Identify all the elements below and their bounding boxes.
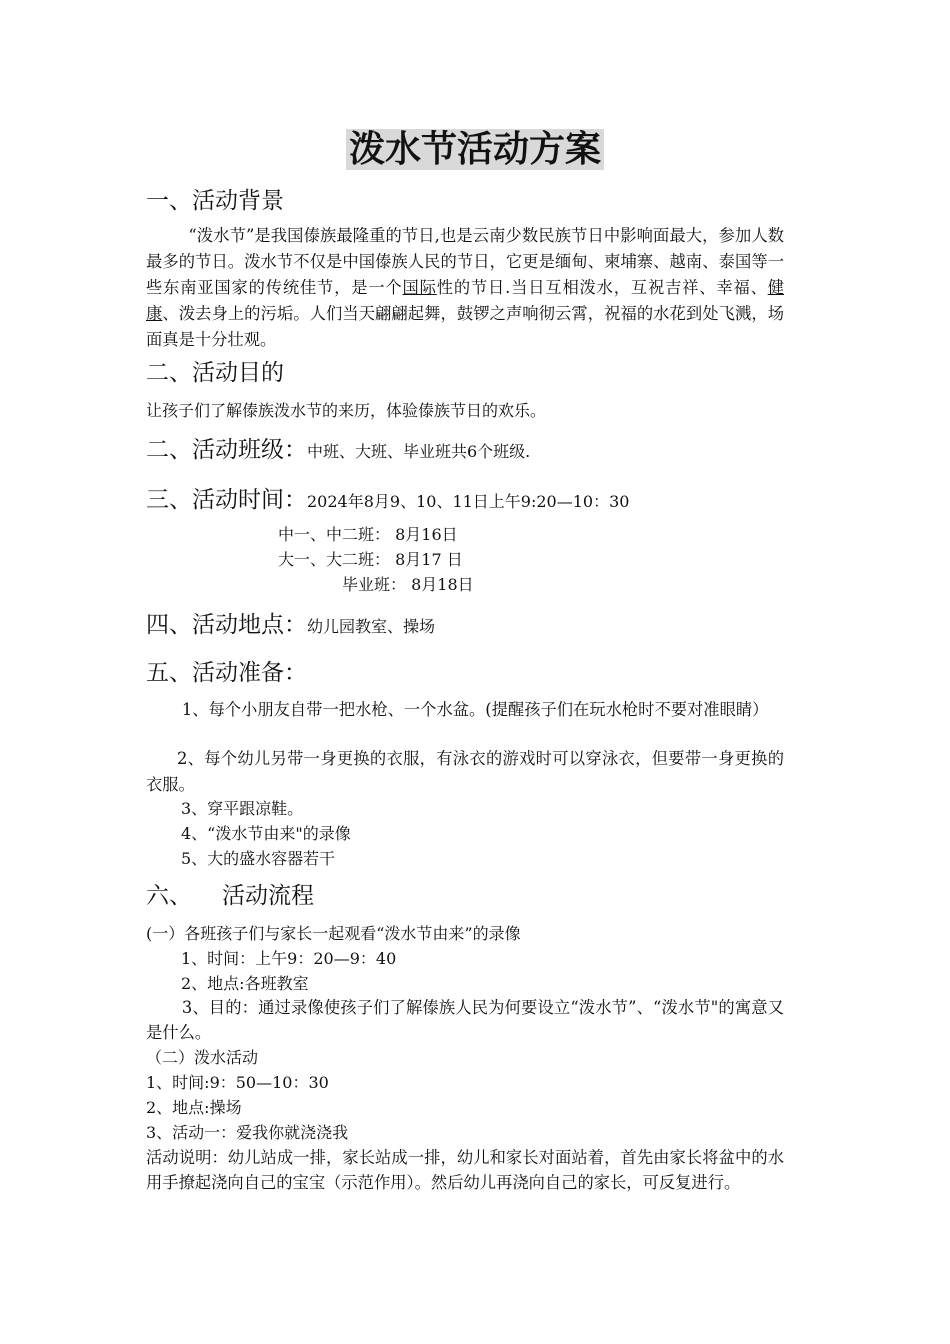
process-sub-1-heading: (一）各班孩子们与家长一起观看“泼水节由来”的录像: [146, 924, 521, 943]
process-sub-2-description: 活动说明：幼儿站成一排，家长站成一排，幼儿和家长对面站着，首先由家长将盆中的水用手撩起浇向自己的宝宝（示范作用）。然后幼儿再浇向自己的家长，可反复进行。: [146, 1148, 784, 1192]
prep-item-4: 4、“泼水节由来"的录像: [181, 824, 351, 843]
section-heading-location: 四、活动地点：幼儿园教室、操场: [146, 612, 436, 638]
document-title: 泼水节活动方案: [0, 126, 950, 174]
schedule-row-middle: 中一、中二班： 8月16日: [278, 525, 458, 544]
prep-item-1: 1、每个小朋友自带一把水枪、一个水盆。(提醒孩子们在玩水枪时不要对准眼睛）: [181, 700, 769, 719]
prep-item-3: 3、穿平跟凉鞋。: [181, 799, 304, 818]
classes-text: 中班、大班、毕业班共6个班级.: [307, 442, 531, 461]
process-sub-1-goal: 3、目的：通过录像使孩子们了解傣族人民为何要设立“泼水节”、“泼水节"的寓意又是什么。: [146, 998, 784, 1042]
link-health[interactable]: 健康: [146, 278, 784, 323]
section-heading-process: 六、 活动流程: [146, 883, 314, 909]
section-heading-time: 三、活动时间：2024年8月9、10、11日上午9:20—10：30: [146, 487, 630, 513]
background-paragraph: “泼水节”是我国傣族最隆重的节日,也是云南少数民族节日中影响面最大，参加人数最多的节日。泼水节不仅是中国傣族人民的节日，它更是缅甸、柬埔寨、越南、泰国等一些东南亚国家的传统佳节，是一个国际性的节日.当日互相泼水，互祝吉祥、幸福、健康、泼去身上的污垢。人们当天翩翩起舞，鼓锣之声响彻云霄，祝福的水花到处飞溅，场面真是十分壮观。: [146, 226, 784, 349]
time-text: 2024年8月9、10、11日上午9:20—10：30: [307, 492, 630, 511]
section-heading-purpose: 二、活动目的: [146, 360, 284, 386]
purpose-text: 让孩子们了解傣族泼水节的来历，体验傣族节日的欢乐。: [146, 401, 547, 420]
process-sub-2-activity: 3、活动一：爱我你就浇浇我: [146, 1123, 349, 1142]
schedule-row-graduate: 毕业班： 8月18日: [342, 575, 474, 594]
process-sub-2-location: 2、地点:操场: [146, 1098, 242, 1117]
process-sub-2-heading: （二）泼水活动: [146, 1048, 259, 1067]
process-sub-1-location: 2、地点:各班教室: [181, 974, 309, 993]
prep-item-2: 2、每个幼儿另带一身更换的衣服，有泳衣的游戏时可以穿泳衣，但要带一身更换的衣服。: [146, 749, 784, 794]
process-sub-2-time: 1、时间:9：50—10：30: [146, 1073, 329, 1092]
link-international[interactable]: 国际: [402, 278, 437, 297]
process-sub-1-time: 1、时间：上午9：20—9：40: [181, 949, 397, 968]
location-text: 幼儿园教室、操场: [307, 617, 436, 636]
schedule-row-senior: 大一、大二班： 8月17 日: [278, 550, 463, 569]
section-heading-background: 一、活动背景: [146, 188, 284, 214]
section-heading-preparation: 五、活动准备：: [146, 660, 307, 686]
section-heading-classes: 二、活动班级：中班、大班、毕业班共6个班级.: [146, 437, 531, 463]
prep-item-5: 5、大的盛水容器若干: [181, 849, 336, 868]
